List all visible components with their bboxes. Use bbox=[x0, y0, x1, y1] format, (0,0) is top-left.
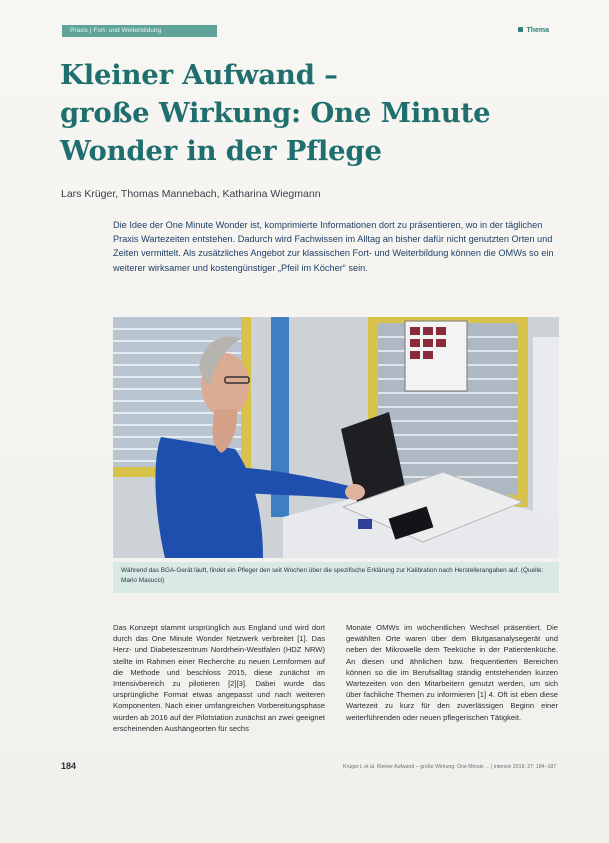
article-photo bbox=[113, 317, 559, 558]
photo-caption: Während das BGA-Gerät läuft, findet ein Pfleger den seit Wochen über die spezifische Erklärung zur Kalibration nach Herstellerangaben auf. (Quelle: Mario Masucci) bbox=[113, 562, 559, 593]
photo-illustration bbox=[113, 317, 559, 558]
section-label-bar bbox=[62, 25, 217, 37]
body-column-left: Das Konzept stammt ursprünglich aus England und wird dort durch das One Minute Wonder Netzwerk verbreitet [1]. Das Herz- und Diabeteszentrum Nordrhein-Westfalen (HDZ NRW) stellte im Rahmen einer Recherche zu neuen Lernformen auf die Methode und beschloss 2015, diese zunächst im Intensivbereich zu pilotieren [2][3]. Dabei wurde das ursprüngliche Format etwas angepasst und nach weiteren Komponenten. Nach einer umfangreichen Vorbereitungsphase wurden ab 2016 auf der Pilotstation zunächst an zwei geeignet erscheinenden Aushängeorten für sechs bbox=[113, 623, 325, 733]
article-title bbox=[60, 56, 530, 170]
photo-person-hand bbox=[345, 484, 365, 500]
page-number: 184 bbox=[61, 761, 77, 771]
topic-tag bbox=[518, 25, 549, 37]
article-lead: Die Idee der One Minute Wonder ist, komprimierte Informationen dort zu präsentieren, wo in der täglichen Praxis Wartezeiten entstehen. Dadurch wird Fachwissen im Alltag an bisher dafür nicht genutzten Orten und Zeiten vermittelt. Als zusätzliches Angebot zur klassischen Fort- und Weiterbildung können die OMWs so ein weiterer wirksamer und kostengünstiger „Pfeil im Köcher“ sein. bbox=[113, 220, 554, 273]
title-line-1: Kleiner Aufwand – bbox=[60, 59, 338, 91]
tag-label: Thema bbox=[526, 27, 549, 34]
article-authors: Lars Krüger, Thomas Mannebach, Katharina Wiegmann bbox=[61, 188, 321, 200]
photo-wall-sign bbox=[533, 337, 559, 537]
tag-square-icon bbox=[518, 27, 523, 32]
title-line-3: Wonder in der Pflege bbox=[60, 135, 382, 167]
photo-blue-cartridge bbox=[358, 519, 372, 529]
body-column-right: Monate OMWs im wöchentlichen Wechsel präsentiert. Die gewählten Orte waren über dem Blutgasanalysegerät und neben der Mikrowelle dem Teeküche in der Patientenküche. An diesen und ähnlichen bzw. frequentierten Bereichen können so die im Berufsalltag ständig entstehenden kurzen Wartezeiten von den Mitarbeitern genutzt werden, um sich über fachliche Themen zu informieren [1] 4. Oft ist eben diese Wartezeit zu kurz für den zuverlässigen Beginn einer weiterführenden oder neuen pflegerischen Tätigkeit. bbox=[346, 623, 558, 722]
section-label: Praxis | Fort- und Weiterbildung bbox=[70, 27, 162, 34]
footer-citation: Krüger L et al. Kleiner Aufwand – große Wirkung: One Minute ... | intensiv 2019; 27: 184–187 bbox=[343, 764, 557, 770]
title-line-2: große Wirkung: One Minute bbox=[60, 97, 491, 129]
